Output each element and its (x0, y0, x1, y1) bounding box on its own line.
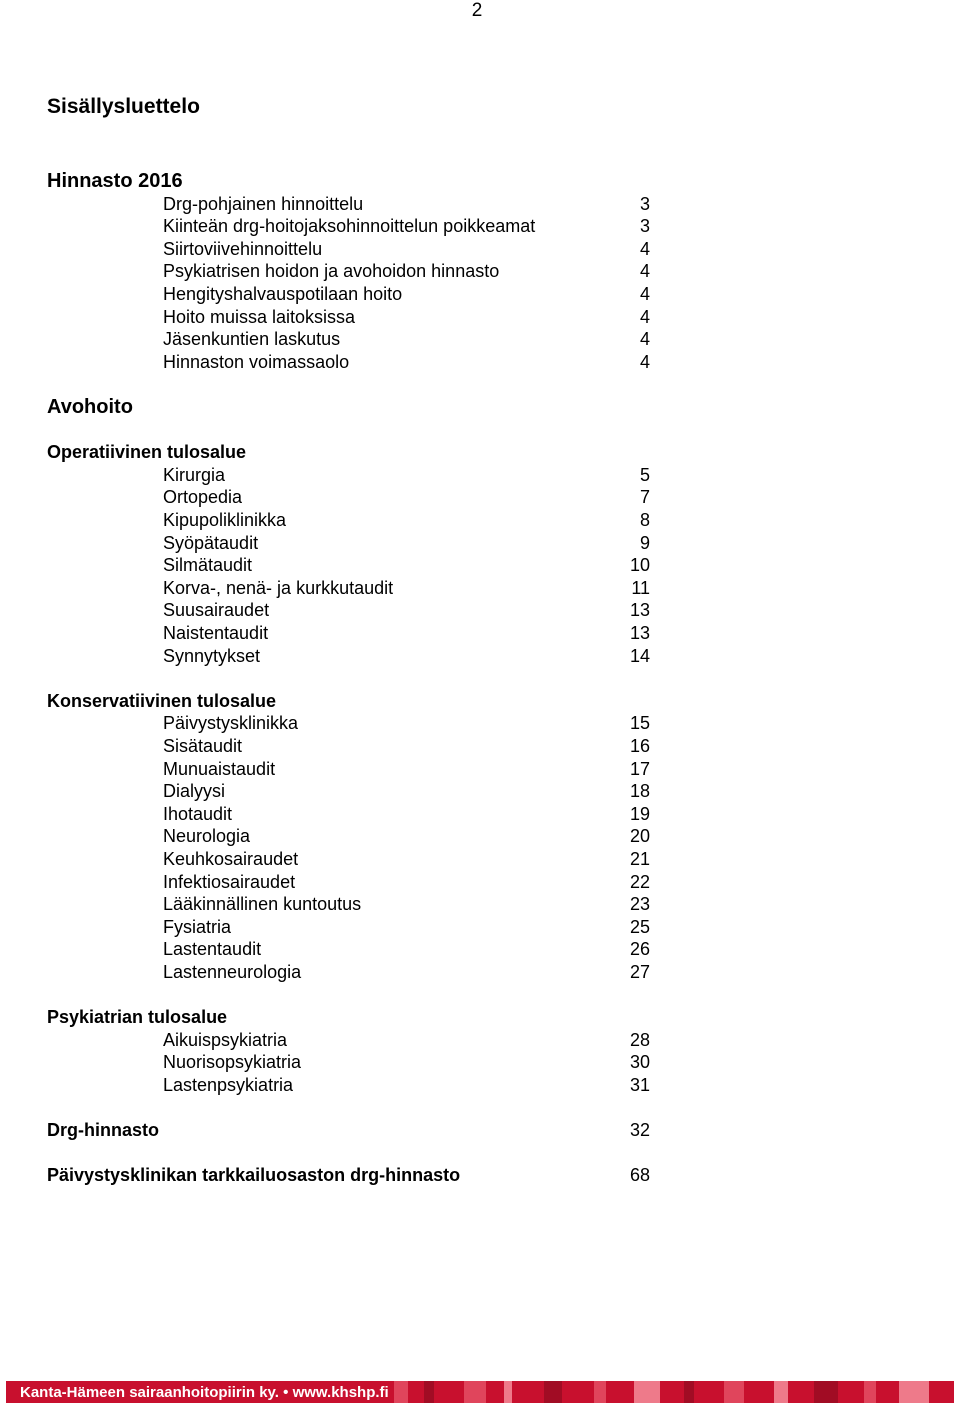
toc-heading-label: Psykiatrian tulosalue (47, 1007, 228, 1028)
toc-page-number: 18 (629, 781, 650, 802)
toc-entry-label: Sisätaudit (163, 736, 243, 756)
toc-page-number: 20 (629, 826, 650, 847)
footer-decorative-pattern (354, 1381, 954, 1403)
toc-entry-label: Lastenneurologia (163, 962, 302, 982)
toc-section-heading[interactable] (0, 441, 960, 463)
toc-heading-label: Avohoito (47, 396, 133, 418)
toc-entry-label: Neurologia (163, 826, 251, 847)
toc-page-number: 4 (639, 329, 650, 350)
toc-entry-label: Drg-pohjainen hinnoittelu (163, 193, 364, 214)
toc-entry-label: Jäsenkuntien laskutus (163, 329, 341, 350)
toc-entry[interactable] (0, 328, 960, 350)
toc-page-number: 19 (629, 803, 650, 824)
toc-page-number: 30 (629, 1052, 650, 1073)
toc-page-number: 3 (639, 216, 650, 237)
toc-heading-label: Operatiivinen tulosalue (47, 442, 247, 463)
toc-entry[interactable] (0, 554, 960, 576)
toc-entry-label: Lastentaudit (163, 939, 262, 960)
toc-entry-label: Hinnaston voimassaolo (163, 351, 350, 372)
toc-entry[interactable] (0, 848, 960, 870)
toc-entry[interactable] (0, 803, 960, 825)
toc-heading-label: Konservatiivinen tulosalue (47, 690, 277, 711)
toc-entry-label: Aikuispsykiatria (163, 1029, 288, 1050)
toc-entry-label: Päivystysklinikka (163, 713, 299, 734)
toc-entry-label: Syöpätaudit (163, 532, 259, 553)
toc-page-number: 22 (629, 871, 650, 892)
toc-entry[interactable] (0, 193, 960, 215)
toc-page-number: 4 (639, 351, 650, 372)
toc-entry[interactable] (0, 780, 960, 802)
toc-entry[interactable] (0, 260, 960, 282)
toc-section-heading[interactable] (0, 170, 960, 192)
toc-page-number: 4 (639, 238, 650, 259)
footer-text (6, 1384, 389, 1401)
toc-page-number: 14 (629, 645, 650, 666)
toc-page-number: 3 (639, 193, 650, 214)
toc-entry-label: Keuhkosairaudet (163, 849, 299, 869)
toc-entry-label: Kipupoliklinikka (163, 510, 287, 530)
toc-entry-label: Psykiatrisen hoidon ja avohoidon hinnasto (163, 261, 500, 282)
toc-entry[interactable] (0, 712, 960, 734)
toc-page-number: 21 (629, 849, 650, 869)
toc-section-heading[interactable] (0, 1006, 960, 1028)
toc-entry[interactable] (0, 577, 960, 599)
toc-page-number: 8 (639, 510, 650, 530)
toc-page-number: 17 (629, 758, 650, 779)
toc-page-number: 4 (639, 284, 650, 304)
toc-entry[interactable] (0, 532, 960, 554)
toc-entry-label: Synnytykset (163, 645, 261, 666)
toc-entry-label: Infektiosairaudet (163, 871, 296, 892)
toc-page-number: 13 (629, 623, 650, 643)
toc-page-number: 13 (629, 600, 650, 621)
toc-page-number: 32 (629, 1120, 650, 1141)
toc-entry[interactable] (0, 622, 960, 644)
toc-section-heading[interactable] (0, 1119, 960, 1141)
toc-entry[interactable] (0, 599, 960, 621)
toc-entry[interactable] (0, 1051, 960, 1073)
toc-page-number: 23 (629, 894, 650, 915)
toc-entry[interactable] (0, 283, 960, 305)
toc-page-number: 11 (631, 577, 650, 598)
toc-section-heading[interactable] (0, 396, 960, 418)
toc-page-number: 27 (629, 962, 650, 982)
toc-page-number: 10 (629, 555, 650, 576)
toc-page-number: 31 (629, 1075, 650, 1095)
toc-entry[interactable] (0, 916, 960, 938)
toc-entry-label: Lastenpsykiatria (163, 1075, 294, 1095)
toc-entry[interactable] (0, 464, 960, 486)
toc-entry-label: Korva-, nenä- ja kurkkutaudit (163, 577, 394, 598)
toc-entry[interactable] (0, 938, 960, 960)
toc-entry[interactable] (0, 215, 960, 237)
toc-page-number: 15 (629, 713, 650, 734)
toc-entry-label: Suusairaudet (163, 600, 270, 621)
toc-entry[interactable] (0, 893, 960, 915)
toc-entry-label: Kiinteän drg-hoitojaksohinnoittelun poikkeamat (163, 216, 536, 237)
toc-entry[interactable] (0, 306, 960, 328)
toc-page-number: 28 (629, 1029, 650, 1050)
toc-page-number: 4 (639, 306, 650, 327)
toc-page-number: 16 (629, 736, 650, 756)
toc-entry[interactable] (0, 1074, 960, 1096)
toc-title: Sisällysluettelo (47, 95, 200, 118)
toc-entry-label: Naistentaudit (163, 623, 269, 643)
footer-website-link[interactable]: www.khshp.fi (292, 1383, 389, 1401)
toc-entry-label: Fysiatria (163, 916, 232, 937)
toc-entry-label: Hengityshalvauspotilaan hoito (163, 284, 403, 304)
toc-entry-label: Hoito muissa laitoksissa (163, 306, 356, 327)
toc-entry[interactable] (0, 351, 960, 373)
toc-entry[interactable] (0, 238, 960, 260)
toc-entry-label: Ihotaudit (163, 803, 233, 824)
toc-entry-label: Ortopedia (163, 487, 243, 508)
toc-page-number: 68 (629, 1165, 650, 1186)
toc-entry[interactable] (0, 486, 960, 508)
toc-page-number: 5 (639, 464, 650, 485)
toc-entry[interactable] (0, 961, 960, 983)
toc-entry-label: Dialyysi (163, 781, 226, 802)
toc-page-number: 4 (639, 261, 650, 282)
toc-entry-label: Munuaistaudit (163, 758, 276, 779)
toc-entry[interactable] (0, 645, 960, 667)
footer-organization: Kanta-Hämeen sairaanhoitopiirin ky. (20, 1383, 279, 1401)
toc-page-number: 7 (639, 487, 650, 508)
toc-heading-label: Päivystysklinikan tarkkailuosaston drg-hinnasto (47, 1165, 461, 1186)
toc-entry[interactable] (0, 1029, 960, 1051)
page-number: 2 (471, 0, 483, 21)
toc-entry[interactable] (0, 735, 960, 757)
toc-page-number: 25 (629, 916, 650, 937)
toc-entry[interactable] (0, 825, 960, 847)
toc-entry-label: Siirtoviivehinnoittelu (163, 238, 323, 259)
toc-page-number: 26 (629, 939, 650, 960)
toc-section-heading[interactable] (0, 690, 960, 712)
toc-section-heading[interactable] (0, 1164, 960, 1186)
toc-entry-label: Silmätaudit (163, 555, 253, 576)
toc-page-number: 9 (639, 532, 650, 553)
toc-entry[interactable] (0, 871, 960, 893)
footer-banner (6, 1381, 954, 1403)
toc-entry-label: Lääkinnällinen kuntoutus (163, 894, 362, 915)
toc-entry-label: Kirurgia (163, 464, 226, 485)
footer-separator: • (283, 1383, 289, 1401)
toc-heading-label: Hinnasto 2016 (47, 170, 183, 192)
toc-entry[interactable] (0, 758, 960, 780)
toc-heading-label: Drg-hinnasto (47, 1120, 159, 1141)
toc-entry[interactable] (0, 509, 960, 531)
toc-entry-label: Nuorisopsykiatria (163, 1052, 302, 1073)
